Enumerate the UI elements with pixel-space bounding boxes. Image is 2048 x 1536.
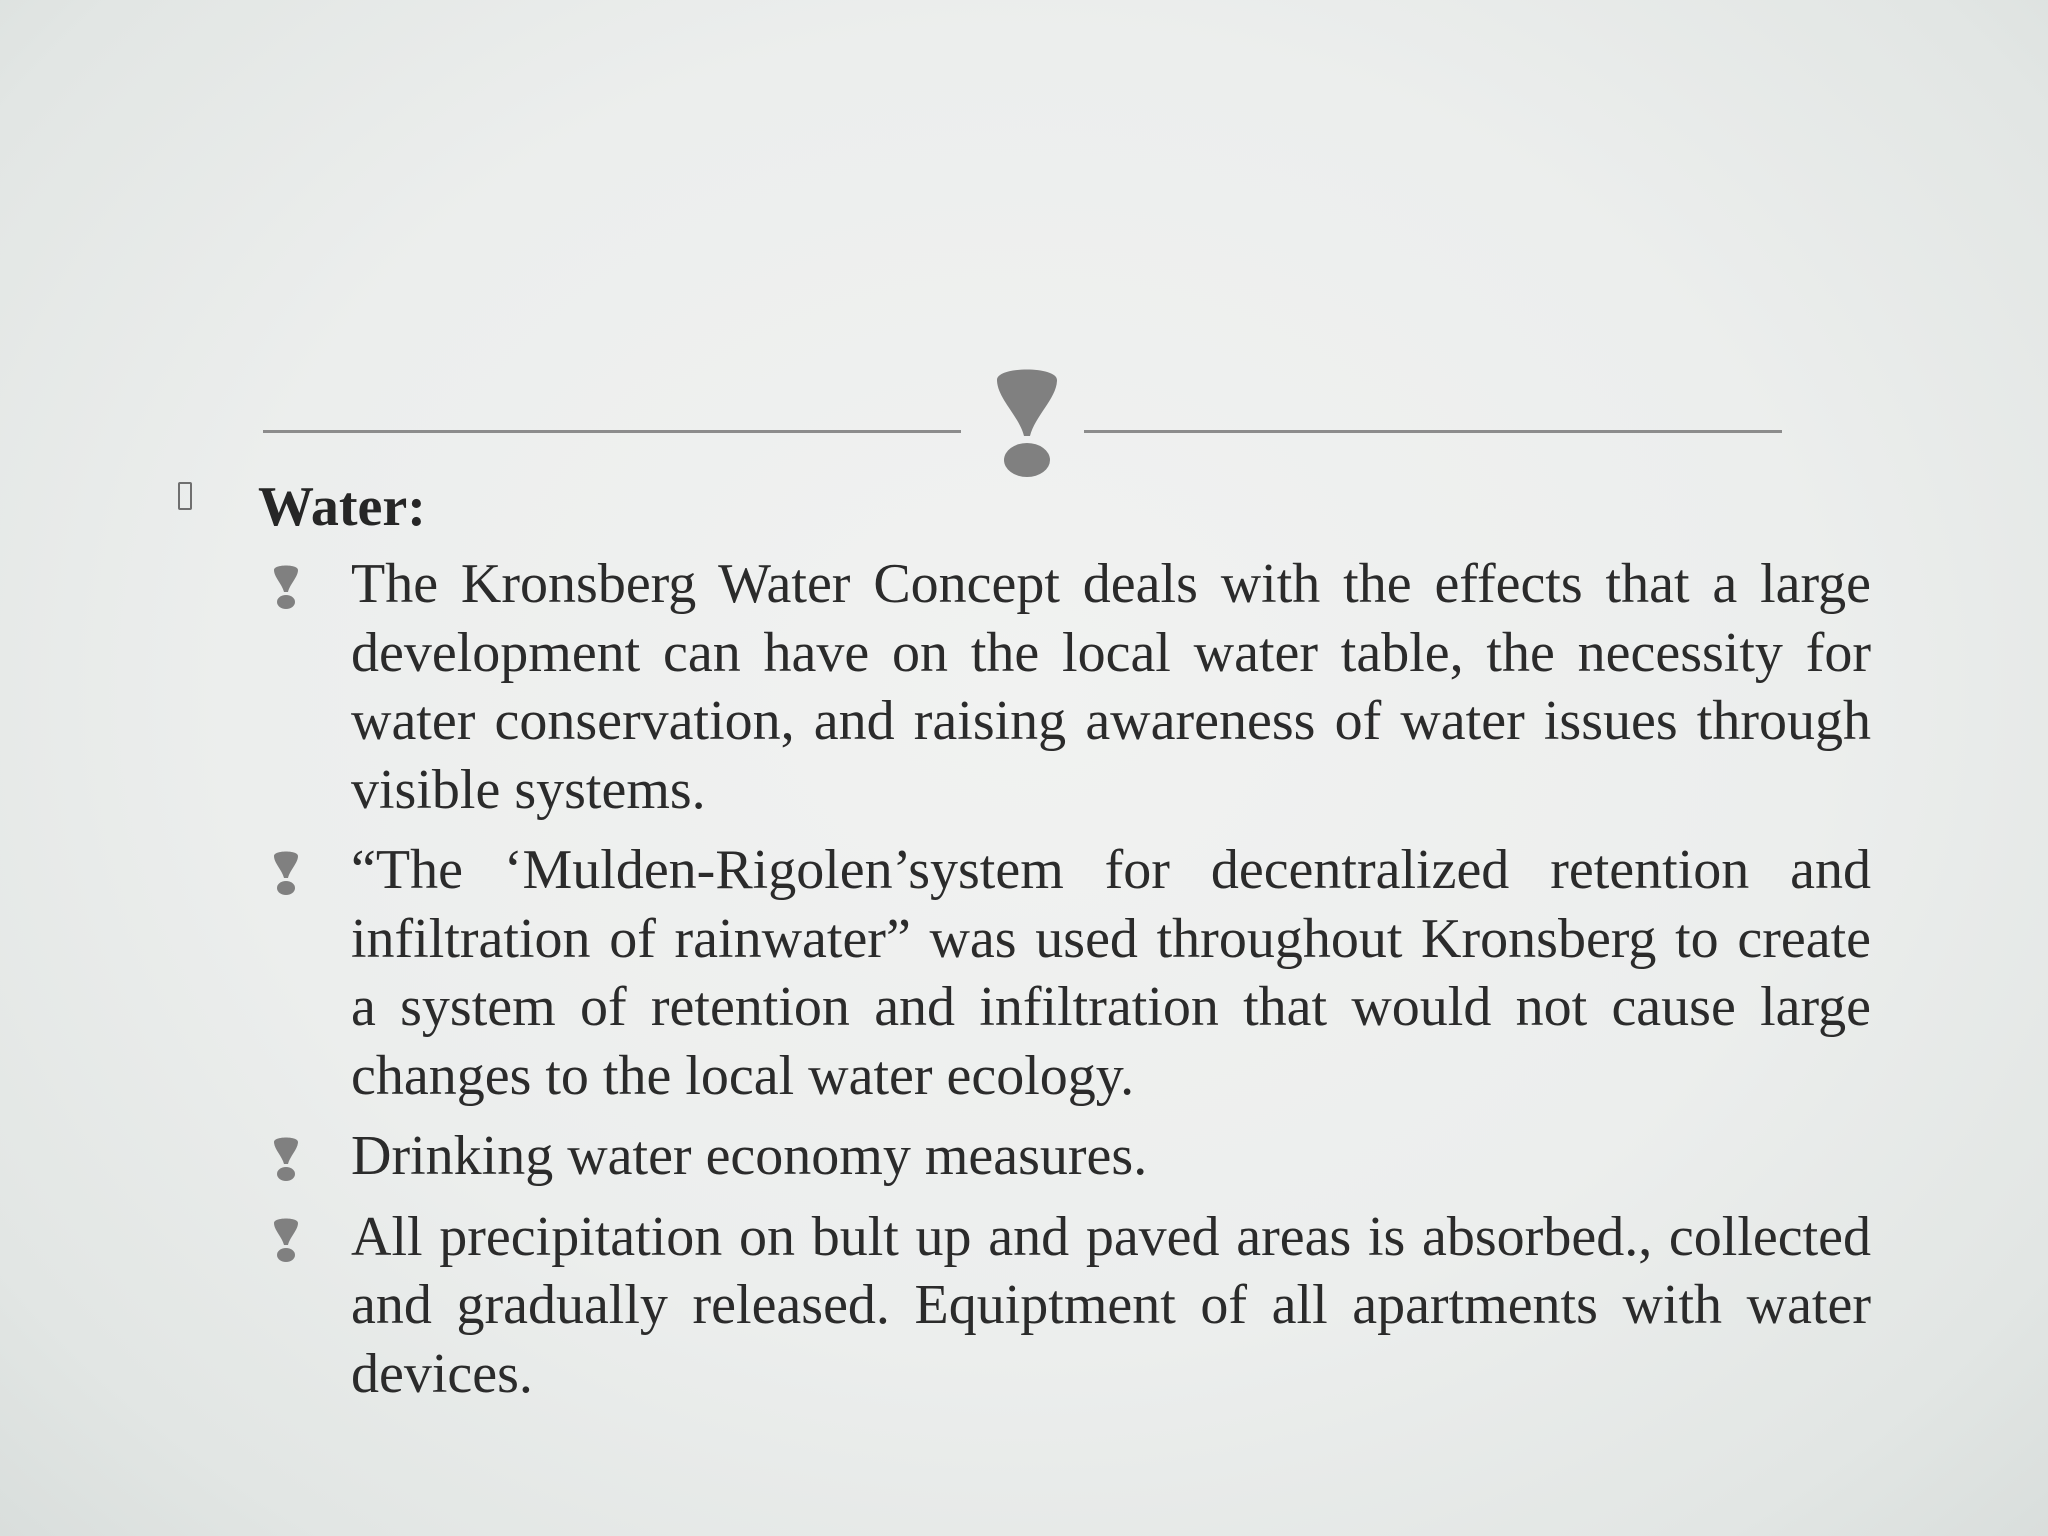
divider-line-right [1084,430,1782,433]
exclamation-drop-icon [272,1217,300,1263]
bullet-item [170,836,1871,1110]
slide-content [170,470,1870,1420]
bullet-item [170,1203,1871,1409]
section-heading-row [170,470,1870,550]
exclamation-drop-icon [272,564,300,610]
bullet-text: All precipitation on bult up and paved areas is absorbed., collected and gradually released. Equiptment of all apartments with water devices. [351,1205,1871,1405]
bullet-text: The Kronsberg Water Concept deals with the effects that a large development can have on the local water table, the necessity for water conservation, and raising awareness of water issues through visible systems. [351,553,1871,821]
divider-line-left [263,430,961,433]
section-heading: Water: [258,476,426,538]
bullet-item [170,1122,1871,1191]
bullet-item [170,550,1871,824]
exclamation-drop-icon [272,1136,300,1182]
bullet-text: Drinking water economy measures. [351,1125,1148,1187]
missing-glyph-box-icon [178,482,192,510]
bullet-text: “The ‘Mulden-Rigolen’system for decentralized retention and infiltration of rainwater” was used throughout Kronsberg to create a system of retention and infiltration that would not cause large changes to the local water ecology. [351,839,1871,1107]
exclamation-drop-icon [993,366,1061,478]
exclamation-drop-icon [272,850,300,896]
